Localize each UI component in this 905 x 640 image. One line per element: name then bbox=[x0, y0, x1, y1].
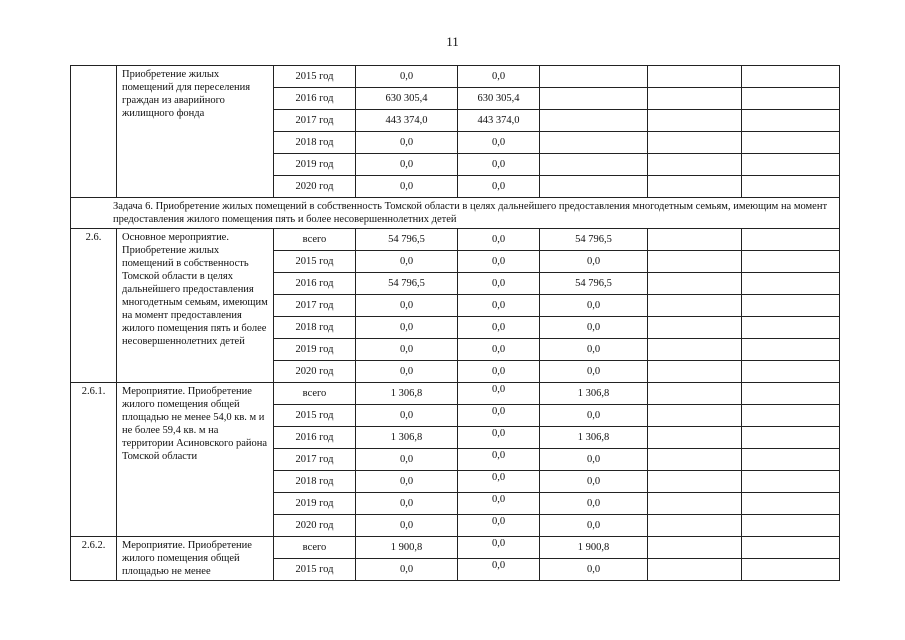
value-cell: 0,0 bbox=[458, 405, 540, 427]
value-cell: 1 306,8 bbox=[540, 427, 648, 449]
item-number-cell bbox=[71, 66, 117, 198]
value-cell: 0,0 bbox=[458, 273, 540, 295]
value-cell: 0,0 bbox=[356, 515, 458, 537]
empty-cell bbox=[742, 176, 840, 198]
empty-cell bbox=[742, 449, 840, 471]
page-number: 11 bbox=[446, 34, 459, 49]
period-cell: 2020 год bbox=[274, 515, 356, 537]
period-cell: 2015 год bbox=[274, 559, 356, 581]
value-cell: 0,0 bbox=[356, 493, 458, 515]
value-cell: 0,0 bbox=[356, 449, 458, 471]
period-cell: всего bbox=[274, 537, 356, 559]
value-cell: 0,0 bbox=[458, 66, 540, 88]
value-cell: 0,0 bbox=[540, 405, 648, 427]
period-cell: 2016 год bbox=[274, 427, 356, 449]
empty-cell bbox=[540, 132, 648, 154]
empty-cell bbox=[742, 88, 840, 110]
empty-cell bbox=[540, 88, 648, 110]
empty-cell bbox=[648, 317, 742, 339]
table-row bbox=[71, 198, 840, 229]
empty-cell bbox=[648, 110, 742, 132]
value-cell: 443 374,0 bbox=[458, 110, 540, 132]
value-cell: 0,0 bbox=[356, 361, 458, 383]
value-cell: 0,0 bbox=[458, 449, 540, 471]
value-cell: 1 900,8 bbox=[356, 537, 458, 559]
empty-cell bbox=[540, 66, 648, 88]
period-cell: 2020 год bbox=[274, 176, 356, 198]
value-cell: 54 796,5 bbox=[540, 273, 648, 295]
value-cell: 0,0 bbox=[540, 515, 648, 537]
value-cell: 0,0 bbox=[458, 176, 540, 198]
period-cell: 2015 год bbox=[274, 66, 356, 88]
item-number: 2.6. bbox=[71, 229, 117, 383]
empty-cell bbox=[742, 559, 840, 581]
empty-cell bbox=[648, 515, 742, 537]
empty-cell bbox=[742, 493, 840, 515]
empty-cell bbox=[648, 493, 742, 515]
value-cell: 0,0 bbox=[458, 537, 540, 559]
period-cell: 2017 год bbox=[274, 449, 356, 471]
empty-cell bbox=[742, 515, 840, 537]
value-cell: 0,0 bbox=[540, 449, 648, 471]
empty-cell bbox=[648, 405, 742, 427]
value-cell: 630 305,4 bbox=[458, 88, 540, 110]
period-cell: 2018 год bbox=[274, 132, 356, 154]
value-cell: 0,0 bbox=[458, 515, 540, 537]
value-cell: 0,0 bbox=[458, 361, 540, 383]
value-cell: 0,0 bbox=[540, 339, 648, 361]
value-cell: 0,0 bbox=[356, 317, 458, 339]
value-cell: 0,0 bbox=[540, 493, 648, 515]
period-cell: 2016 год bbox=[274, 273, 356, 295]
period-cell: 2020 год bbox=[274, 361, 356, 383]
period-cell: 2019 год bbox=[274, 493, 356, 515]
task-heading: Задача 6. Приобретение жилых помещений в собственность Томской области в целях дальнейшего предоставления многодетным семьям, имеющим на момент предоставления жилого помещения пять и более несовершеннолетних детей bbox=[71, 198, 840, 229]
empty-cell bbox=[648, 176, 742, 198]
table-row bbox=[71, 66, 840, 88]
table-row bbox=[71, 229, 840, 251]
empty-cell bbox=[648, 339, 742, 361]
empty-cell bbox=[648, 229, 742, 251]
value-cell: 0,0 bbox=[356, 471, 458, 493]
period-cell: 2016 год bbox=[274, 88, 356, 110]
empty-cell bbox=[742, 132, 840, 154]
item-description: Приобретение жилых помещений для переселения граждан из аварийного жилищного фонда bbox=[117, 66, 274, 198]
empty-cell bbox=[742, 273, 840, 295]
value-cell: 0,0 bbox=[356, 132, 458, 154]
empty-cell bbox=[540, 154, 648, 176]
value-cell: 0,0 bbox=[540, 361, 648, 383]
value-cell: 1 306,8 bbox=[540, 383, 648, 405]
empty-cell bbox=[648, 559, 742, 581]
value-cell: 54 796,5 bbox=[540, 229, 648, 251]
value-cell: 0,0 bbox=[458, 317, 540, 339]
item-description: Основное мероприятие. Приобретение жилых помещений в собственность Томской области в целях дальнейшего предоставления многодетным семьям, имеющим на момент предоставления жилого помещения пять и более несовершеннолетних детей bbox=[117, 229, 274, 383]
empty-cell bbox=[648, 295, 742, 317]
empty-cell bbox=[540, 110, 648, 132]
value-cell: 0,0 bbox=[356, 251, 458, 273]
empty-cell bbox=[742, 154, 840, 176]
period-cell: 2015 год bbox=[274, 405, 356, 427]
value-cell: 0,0 bbox=[356, 559, 458, 581]
empty-cell bbox=[742, 317, 840, 339]
empty-cell bbox=[648, 132, 742, 154]
period-cell: 2015 год bbox=[274, 251, 356, 273]
value-cell: 0,0 bbox=[356, 66, 458, 88]
value-cell: 1 900,8 bbox=[540, 537, 648, 559]
value-cell: 443 374,0 bbox=[356, 110, 458, 132]
item-description: Мероприятие. Приобретение жилого помещения общей площадью не менее 54,0 кв. м и не более 59,4 кв. м на территории Асиновского района Томской области bbox=[117, 383, 274, 537]
value-cell: 54 796,5 bbox=[356, 229, 458, 251]
empty-cell bbox=[540, 176, 648, 198]
value-cell: 630 305,4 bbox=[356, 88, 458, 110]
value-cell: 0,0 bbox=[458, 295, 540, 317]
value-cell: 0,0 bbox=[540, 251, 648, 273]
empty-cell bbox=[742, 295, 840, 317]
empty-cell bbox=[648, 383, 742, 405]
value-cell: 0,0 bbox=[356, 295, 458, 317]
value-cell: 0,0 bbox=[458, 383, 540, 405]
empty-cell bbox=[648, 427, 742, 449]
item-description: Мероприятие. Приобретение жилого помещения общей площадью не менее bbox=[117, 537, 274, 581]
value-cell: 0,0 bbox=[458, 154, 540, 176]
period-cell: всего bbox=[274, 383, 356, 405]
empty-cell bbox=[648, 449, 742, 471]
value-cell: 0,0 bbox=[458, 339, 540, 361]
value-cell: 0,0 bbox=[356, 339, 458, 361]
value-cell: 0,0 bbox=[540, 471, 648, 493]
budget-table bbox=[70, 65, 840, 581]
value-cell: 0,0 bbox=[540, 317, 648, 339]
empty-cell bbox=[648, 88, 742, 110]
period-cell: 2019 год bbox=[274, 154, 356, 176]
period-cell: 2018 год bbox=[274, 471, 356, 493]
value-cell: 0,0 bbox=[458, 427, 540, 449]
table-row bbox=[71, 383, 840, 405]
value-cell: 0,0 bbox=[540, 295, 648, 317]
value-cell: 1 306,8 bbox=[356, 427, 458, 449]
empty-cell bbox=[648, 154, 742, 176]
value-cell: 0,0 bbox=[356, 154, 458, 176]
empty-cell bbox=[742, 471, 840, 493]
value-cell: 0,0 bbox=[458, 229, 540, 251]
empty-cell bbox=[648, 471, 742, 493]
value-cell: 0,0 bbox=[458, 132, 540, 154]
empty-cell bbox=[742, 383, 840, 405]
value-cell: 0,0 bbox=[356, 176, 458, 198]
empty-cell bbox=[648, 537, 742, 559]
item-number: 2.6.1. bbox=[71, 383, 117, 537]
empty-cell bbox=[742, 229, 840, 251]
value-cell: 54 796,5 bbox=[356, 273, 458, 295]
empty-cell bbox=[742, 405, 840, 427]
empty-cell bbox=[742, 251, 840, 273]
item-number: 2.6.2. bbox=[71, 537, 117, 581]
period-cell: 2017 год bbox=[274, 110, 356, 132]
table-row bbox=[71, 537, 840, 559]
empty-cell bbox=[742, 537, 840, 559]
empty-cell bbox=[648, 361, 742, 383]
period-cell: 2019 год bbox=[274, 339, 356, 361]
value-cell: 0,0 bbox=[458, 559, 540, 581]
period-cell: всего bbox=[274, 229, 356, 251]
value-cell: 0,0 bbox=[458, 251, 540, 273]
value-cell: 0,0 bbox=[540, 559, 648, 581]
empty-cell bbox=[742, 427, 840, 449]
empty-cell bbox=[648, 251, 742, 273]
value-cell: 0,0 bbox=[356, 405, 458, 427]
period-cell: 2018 год bbox=[274, 317, 356, 339]
empty-cell bbox=[742, 110, 840, 132]
value-cell: 0,0 bbox=[458, 471, 540, 493]
empty-cell bbox=[648, 66, 742, 88]
empty-cell bbox=[648, 273, 742, 295]
value-cell: 0,0 bbox=[458, 493, 540, 515]
period-cell: 2017 год bbox=[274, 295, 356, 317]
empty-cell bbox=[742, 339, 840, 361]
empty-cell bbox=[742, 66, 840, 88]
value-cell: 1 306,8 bbox=[356, 383, 458, 405]
empty-cell bbox=[742, 361, 840, 383]
